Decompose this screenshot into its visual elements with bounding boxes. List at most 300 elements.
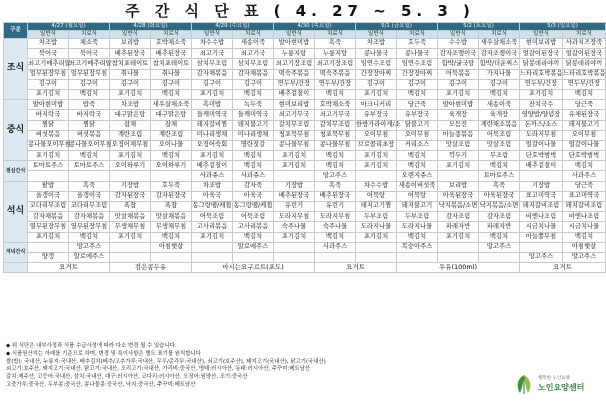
menu-cell: 포기김치 bbox=[110, 232, 151, 242]
menu-cell: 백김치 bbox=[397, 232, 438, 242]
menu-cell: 흑죽 bbox=[315, 181, 356, 191]
menu-cell: 백김치 bbox=[479, 161, 520, 171]
menu-cell: 찜닭 bbox=[28, 120, 69, 130]
menu-cell bbox=[520, 242, 563, 252]
menu-cell bbox=[28, 171, 69, 181]
menu-cell: 열무된장무침 bbox=[28, 222, 69, 232]
menu-cell: 북어국 bbox=[69, 49, 110, 59]
menu-cell bbox=[28, 242, 69, 252]
type-general: 일반식 bbox=[438, 31, 479, 39]
menu-cell: 오이무침 bbox=[356, 130, 397, 140]
night-snack-cell: 마시는요구르트(포도) bbox=[192, 263, 315, 273]
menu-cell: 어묵조림 bbox=[479, 130, 520, 140]
type-therapy: 치료식 bbox=[563, 31, 606, 39]
menu-cell: 계란조림 bbox=[151, 130, 192, 140]
menu-cell: 발아현미밥 bbox=[438, 100, 479, 110]
menu-cell: 닭봉데리야끼 bbox=[520, 59, 563, 69]
menu-cell: 시금치나물 bbox=[563, 222, 606, 232]
menu-cell: 쇠고기장조림 bbox=[315, 59, 356, 69]
type-therapy: 치료식 bbox=[315, 31, 356, 39]
corner-label: 구분 bbox=[4, 23, 28, 39]
menu-cell: 녹두죽 bbox=[233, 100, 274, 110]
menu-cell: 백김치 bbox=[233, 89, 274, 99]
menu-cell: 어묵볶음 bbox=[438, 69, 479, 79]
menu-cell: 유린기 bbox=[274, 202, 315, 212]
menu-cell: 도라지무침 bbox=[315, 212, 356, 222]
menu-cell: 김구이 bbox=[479, 79, 520, 89]
menu-cell: 백김치 bbox=[315, 89, 356, 99]
menu-cell: 백김치 bbox=[233, 151, 274, 161]
menu-cell: 감자조림 bbox=[438, 212, 479, 222]
menu-cell: 사과치즈장죽 bbox=[563, 39, 606, 49]
menu-cell: 표고미역국 bbox=[563, 191, 606, 201]
menu-cell bbox=[315, 252, 356, 262]
menu-cell: 백김치 bbox=[151, 232, 192, 242]
type-therapy: 치료식 bbox=[69, 31, 110, 39]
menu-cell: 발아현미밥 bbox=[28, 100, 69, 110]
menu-cell: 오징어채무침 bbox=[110, 140, 151, 150]
menu-cell: 미나리생채 bbox=[233, 130, 274, 140]
note-line: 쇠고기:호주산, 돼지고기:국내산, 닭고기:국내산, 오리고기:국내산, 가리비:중국산, 명태:러시아산, 동태:러시아산, 주꾸미:베트남산 bbox=[6, 366, 311, 373]
menu-cell: 쇠고기메추리알 bbox=[69, 59, 110, 69]
menu-cell: 돼지불고기 bbox=[233, 120, 274, 130]
menu-cell bbox=[520, 171, 563, 181]
logo-name: 노인요양센터 bbox=[538, 383, 585, 392]
menu-cell: 새우살채소죽 bbox=[479, 39, 520, 49]
menu-cell: 고사리볶음 bbox=[233, 222, 274, 232]
menu-cell: 돼지고기찜 bbox=[356, 202, 397, 212]
page-title: 주 간 식 단 표 ( 4. 27 ~ 5. 3 ) bbox=[125, 2, 475, 20]
menu-cell bbox=[192, 252, 233, 262]
menu-cell: 콩나물국 bbox=[397, 49, 438, 59]
menu-cell: 오렌지쥬스 bbox=[397, 171, 438, 181]
menu-cell: 망고주스 bbox=[479, 242, 520, 252]
menu-cell: 백김치 bbox=[151, 151, 192, 161]
menu-cell: 돼지갈비조림 bbox=[520, 202, 563, 212]
menu-cell: 쇠고기무국 bbox=[315, 110, 356, 120]
menu-cell: 당근죽 bbox=[397, 100, 438, 110]
menu-cell: 대구맑은탕 bbox=[110, 110, 151, 120]
menu-cell: 도라지나물 bbox=[397, 222, 438, 232]
menu-cell: 흑미밥 bbox=[192, 100, 233, 110]
menu-cell: 돼지불고기 bbox=[397, 202, 438, 212]
menu-cell: 포기김치 bbox=[356, 161, 397, 171]
weekly-menu-table bbox=[3, 22, 606, 273]
menu-cell: 코다리무조림 bbox=[69, 202, 110, 212]
menu-cell: 포기김치 bbox=[274, 151, 315, 161]
menu-cell: 포기김치 bbox=[28, 151, 69, 161]
menu-cell: 쇠고기무국 bbox=[274, 110, 315, 120]
menu-cell: 갈치무조림 bbox=[315, 120, 356, 130]
section-lunch_snack: 점심간식 bbox=[4, 161, 28, 181]
menu-cell: 함박/더운찌스 bbox=[479, 59, 520, 69]
menu-cell: 느타리호박볶음 bbox=[520, 69, 563, 79]
menu-cell: 토마토주스 bbox=[28, 161, 69, 171]
menu-cell: 삼치무조림 bbox=[192, 59, 233, 69]
note-line: ◆ 식품원산지는 아래를 기준으로 하며, 변경 및 특이사항은 별도 표기를 원칙합니다 bbox=[6, 350, 201, 357]
leaf-icon bbox=[514, 373, 534, 395]
section-night-snack bbox=[4, 263, 28, 273]
menu-cell: 호박채소죽 bbox=[315, 100, 356, 110]
menu-cell: 어묵조림 bbox=[192, 212, 233, 222]
menu-cell: 기장밥 bbox=[520, 181, 563, 191]
menu-cell: 낙지볶음/소면 bbox=[479, 202, 520, 212]
menu-cell: 쇠고기메추리알 bbox=[28, 59, 69, 69]
type-general: 일반식 bbox=[110, 31, 151, 39]
menu-cell: 파래자반 bbox=[438, 222, 479, 232]
menu-cell: 무생채무침 bbox=[110, 222, 151, 232]
menu-cell: 오징어숙회 bbox=[192, 140, 233, 150]
day-header: 5/3 (일요일) bbox=[520, 23, 606, 31]
type-general: 일반식 bbox=[192, 31, 233, 39]
night-snack-cell: 요거트 bbox=[520, 263, 606, 273]
menu-cell: 찜닭 bbox=[69, 120, 110, 130]
menu-cell: 망고주스 bbox=[69, 242, 110, 252]
menu-cell: 브로콜리초장 bbox=[356, 140, 397, 150]
menu-cell: 단호박범벅 bbox=[563, 151, 606, 161]
menu-cell: 오이하루기 bbox=[110, 161, 151, 171]
menu-cell: 김구이 bbox=[397, 79, 438, 89]
menu-cell: 갈치무조림 bbox=[274, 120, 315, 130]
menu-cell: 동그랑땡/케첩 bbox=[192, 202, 233, 212]
menu-cell: 올갱이국 bbox=[28, 191, 69, 201]
menu-cell bbox=[356, 171, 397, 181]
menu-cell: 기장밥 bbox=[274, 181, 315, 191]
logo-subtitle: 행복한 노인요양 bbox=[538, 376, 570, 381]
menu-cell: 쇠고기국 bbox=[233, 49, 274, 59]
menu-cell: 육개장 bbox=[438, 110, 479, 120]
menu-cell: 아욱된장국 bbox=[479, 191, 520, 201]
menu-cell: 영양밥/양념장 bbox=[520, 110, 563, 120]
menu-cell: 김구이 bbox=[151, 79, 192, 89]
note-line: 고춧가루:중국산, 두부콩:중국산, 콩나물콩:중국산, 낙지:중국산, 쭈꾸미:베트남산 bbox=[6, 381, 196, 388]
menu-cell: 감자조랭이국 bbox=[479, 49, 520, 59]
menu-cell: 숙주나물 bbox=[274, 222, 315, 232]
menu-cell: 닭봉데리야끼 bbox=[563, 59, 606, 69]
menu-cell: 콩나물오이무침 bbox=[28, 140, 69, 150]
note-line: 갈치:제주산, 고등어:국내산, 삼치:국내산, 대구:러시아산, 코다리:러시아산, 오징어:원양산, 조기:중국산 bbox=[6, 374, 248, 381]
menu-cell: 참치포테이토 bbox=[110, 59, 151, 69]
menu-cell: 고사리볶음 bbox=[192, 222, 233, 232]
menu-cell: 마늘종볶음 bbox=[438, 130, 479, 140]
type-therapy: 치료식 bbox=[151, 31, 192, 39]
menu-cell: 떡숙주볶음 bbox=[315, 69, 356, 79]
menu-cell: 백김치 bbox=[563, 89, 606, 99]
menu-cell: 콩나물무침 bbox=[315, 140, 356, 150]
menu-cell: 낙지볶음/소면 bbox=[438, 202, 479, 212]
menu-cell: 흑죽 bbox=[479, 181, 520, 191]
menu-cell bbox=[233, 252, 274, 262]
note-line: 쌀(밥): 국내산, 누룽지:국내산, 배추김치(배추/고추가루:국내산, 무우/총각무:국내산), 쇠고기(호주산), 돼지고기(국내산), 닭고기(국내산) bbox=[6, 358, 326, 365]
menu-cell: 포기김치 bbox=[356, 89, 397, 99]
menu-cell: 돼지갈비조림 bbox=[563, 202, 606, 212]
day-header: 4/27 (월요일) bbox=[28, 23, 110, 31]
menu-cell: 포기김치 bbox=[110, 151, 151, 161]
menu-cell: 두부조림 bbox=[397, 212, 438, 222]
menu-cell: 감자조랭이국 bbox=[438, 49, 479, 59]
type-general: 일반식 bbox=[520, 31, 563, 39]
menu-cell: 바지락국 bbox=[69, 110, 110, 120]
menu-cell bbox=[479, 252, 520, 262]
menu-cell: 감자조림 bbox=[479, 212, 520, 222]
menu-cell: 백김치 bbox=[69, 151, 110, 161]
menu-cell: 함박/굴국탕 bbox=[438, 59, 479, 69]
menu-cell: 도라지무침 bbox=[520, 130, 563, 140]
menu-cell: 콩나물무침 bbox=[274, 140, 315, 150]
menu-cell: 수수밥 bbox=[438, 39, 479, 49]
day-header: 5/1 (금요일) bbox=[356, 23, 438, 31]
menu-cell: 파래자반 bbox=[479, 222, 520, 232]
menu-cell: 토마토주스 bbox=[69, 161, 110, 171]
menu-cell: 시금치나물 bbox=[520, 222, 563, 232]
menu-cell: 차수수밥 bbox=[192, 39, 233, 49]
menu-cell: 발아현미밥 bbox=[274, 39, 315, 49]
menu-cell: 연두부/간장 bbox=[315, 79, 356, 89]
menu-cell: 차조밥 bbox=[356, 39, 397, 49]
menu-cell: 흑죽 bbox=[69, 181, 110, 191]
menu-cell: 망고주스 bbox=[563, 252, 606, 262]
menu-cell: 얼갈이된장국 bbox=[563, 49, 606, 59]
menu-cell bbox=[274, 171, 315, 181]
menu-cell bbox=[110, 171, 151, 181]
menu-cell: 얼무된장무침 bbox=[69, 69, 110, 79]
menu-cell: 포기김치 bbox=[192, 232, 233, 242]
menu-cell: 포기김치 bbox=[274, 161, 315, 171]
menu-cell: 감자채볶음 bbox=[28, 212, 69, 222]
menu-cell: 맛살조림 bbox=[479, 140, 520, 150]
menu-cell: 채소죽 bbox=[69, 39, 110, 49]
menu-cell: 배추된장국 bbox=[110, 49, 151, 59]
menu-cell: 계란채소볶음 bbox=[479, 120, 520, 130]
menu-cell: 동그랑땡/케첩 bbox=[233, 202, 274, 212]
type-general: 일반식 bbox=[274, 31, 315, 39]
menu-cell: 표고미역국 bbox=[520, 191, 563, 201]
menu-cell bbox=[69, 171, 110, 181]
menu-cell bbox=[192, 242, 233, 252]
menu-cell: 배추된장국 bbox=[315, 191, 356, 201]
menu-cell bbox=[110, 252, 151, 262]
menu-cell: 김구이 bbox=[356, 79, 397, 89]
menu-cell: 감자채볶음 bbox=[69, 212, 110, 222]
menu-cell: 차조밥 bbox=[110, 100, 151, 110]
menu-cell: 얼무된장무침 bbox=[28, 69, 69, 79]
menu-cell: 백김치 bbox=[69, 232, 110, 242]
menu-cell bbox=[397, 252, 438, 262]
menu-cell: 오이무침 bbox=[397, 130, 438, 140]
menu-cell: 호두죽 bbox=[397, 39, 438, 49]
menu-cell: 백김치 bbox=[315, 151, 356, 161]
menu-cell: 무생채무침 bbox=[151, 222, 192, 232]
menu-cell: 쇠고기장조림 bbox=[274, 59, 315, 69]
menu-cell: 도라지무침 bbox=[274, 212, 315, 222]
menu-cell: 취나물 bbox=[151, 69, 192, 79]
menu-cell: 기장밥 bbox=[110, 181, 151, 191]
menu-cell: 차수수밥 bbox=[356, 181, 397, 191]
menu-cell: 연두부/간장 bbox=[274, 79, 315, 89]
menu-cell: 사과쥬스 bbox=[233, 171, 274, 181]
menu-cell: 복숭아주스 bbox=[397, 242, 438, 252]
menu-cell: 호두죽 bbox=[151, 181, 192, 191]
menu-cell: 포기김치 bbox=[520, 89, 563, 99]
menu-cell: 돼지갈비찜 bbox=[192, 120, 233, 130]
menu-cell: 버섯볶음 bbox=[69, 130, 110, 140]
section-lunch: 중식 bbox=[4, 100, 28, 161]
menu-cell: 아침햇살 bbox=[563, 242, 606, 252]
menu-cell: 간장장아찌 bbox=[356, 69, 397, 79]
menu-cell: 감자죽 bbox=[233, 181, 274, 191]
menu-cell: 두부조림 bbox=[356, 212, 397, 222]
menu-cell: 포기김치 bbox=[28, 232, 69, 242]
menu-cell bbox=[438, 171, 479, 181]
menu-cell: 보리밥 bbox=[110, 39, 151, 49]
menu-cell: 임연수조림 bbox=[356, 59, 397, 69]
menu-cell: 버섯볶음 bbox=[28, 130, 69, 140]
menu-cell: 북어국 bbox=[28, 49, 69, 59]
menu-cell bbox=[438, 242, 479, 252]
menu-cell: 백김치 bbox=[397, 151, 438, 161]
menu-cell: 어묵탕 bbox=[397, 191, 438, 201]
menu-cell: 연두부/간장 bbox=[520, 79, 563, 89]
menu-cell: 얼갈이나물 bbox=[563, 140, 606, 150]
day-header: 4/30 (목요일) bbox=[274, 23, 356, 31]
menu-cell: 사과주스 bbox=[563, 171, 606, 181]
menu-cell: 김구이 bbox=[69, 79, 110, 89]
menu-cell: 김구이 bbox=[110, 79, 151, 89]
day-header: 4/29 (수요일) bbox=[192, 23, 274, 31]
menu-cell: 무조림 bbox=[479, 151, 520, 161]
menu-cell: 현미보리밥 bbox=[520, 39, 563, 49]
menu-cell: 배추겉절이 bbox=[274, 89, 315, 99]
menu-cell: 사과주스 bbox=[315, 242, 356, 252]
menu-cell bbox=[151, 171, 192, 181]
menu-cell: 백김치 bbox=[479, 232, 520, 242]
menu-cell: 새송이죽 bbox=[233, 39, 274, 49]
menu-cell: 청포묵무침 bbox=[315, 130, 356, 140]
menu-cell: 백김치 bbox=[563, 161, 606, 171]
menu-cell: 양갱 bbox=[28, 252, 69, 262]
menu-cell: 비엔나조림 bbox=[520, 212, 563, 222]
menu-cell: 들깨미역국 bbox=[233, 110, 274, 120]
menu-cell: 오이하루기 bbox=[151, 161, 192, 171]
menu-cell: 느타리호박볶음 bbox=[563, 69, 606, 79]
menu-cell: 오이무침 bbox=[563, 130, 606, 140]
menu-cell: 마늘쫑무침 bbox=[520, 232, 563, 242]
menu-cell: 백김치 bbox=[233, 232, 274, 242]
menu-cell: 참치포테이토 bbox=[151, 59, 192, 69]
menu-cell: 백김치 bbox=[397, 89, 438, 99]
menu-cell: 포기김치 bbox=[438, 161, 479, 171]
menu-cell: 명란젓갈 bbox=[233, 140, 274, 150]
menu-cell: 임연수조림 bbox=[397, 59, 438, 69]
menu-cell: 바지락국 bbox=[28, 110, 69, 120]
menu-cell: 현미보리밥 bbox=[274, 100, 315, 110]
menu-cell: 콩나물오이무침 bbox=[69, 140, 110, 150]
menu-cell: 차조밥 bbox=[192, 181, 233, 191]
menu-cell: 어묵조림 bbox=[233, 212, 274, 222]
menu-cell: 포기김치 bbox=[274, 232, 315, 242]
menu-cell: 백김치 bbox=[563, 232, 606, 242]
menu-cell: 포기김치 bbox=[356, 232, 397, 242]
menu-cell: 흑죽 bbox=[315, 39, 356, 49]
menu-cell: 커리소스 bbox=[397, 140, 438, 150]
menu-cell: 아욱국 bbox=[192, 191, 233, 201]
menu-cell: 포기김치 bbox=[192, 89, 233, 99]
type-therapy: 치료식 bbox=[479, 31, 520, 39]
menu-cell: 당근죽 bbox=[563, 100, 606, 110]
menu-cell: 가지나물 bbox=[479, 69, 520, 79]
menu-cell: 보리밥 bbox=[438, 181, 479, 191]
menu-cell: 누룽지탕 bbox=[274, 49, 315, 59]
menu-cell: 얼갈이나물 bbox=[520, 140, 563, 150]
menu-cell: 닭불고기 bbox=[397, 120, 438, 130]
menu-cell: 마크니커리 bbox=[356, 100, 397, 110]
type-therapy: 치료식 bbox=[397, 31, 438, 39]
menu-cell: 김구이 bbox=[233, 79, 274, 89]
menu-cell: 돼지불고기 bbox=[563, 120, 606, 130]
menu-cell: 대구맑은탕 bbox=[151, 110, 192, 120]
menu-cell: 포기김치 bbox=[438, 89, 479, 99]
menu-cell: 유부장국 bbox=[356, 110, 397, 120]
menu-cell: 감자된장국 bbox=[151, 191, 192, 201]
menu-cell: 얼갈이된장국 bbox=[520, 49, 563, 59]
menu-cell: 간장장아찌 bbox=[397, 69, 438, 79]
menu-cell: 망고주스 bbox=[520, 252, 563, 262]
notes bbox=[6, 343, 486, 390]
menu-cell: 콩나물국 bbox=[356, 49, 397, 59]
menu-cell: 호박채소죽 bbox=[151, 39, 192, 49]
menu-cell: 삼치무조림 bbox=[233, 59, 274, 69]
menu-cell: 차조밥 bbox=[28, 39, 69, 49]
menu-cell: 청포묵무침 bbox=[274, 130, 315, 140]
menu-cell: 토마토주스 bbox=[479, 171, 520, 181]
menu-cell bbox=[438, 252, 479, 262]
center-logo bbox=[514, 372, 596, 398]
menu-cell: 폭찹 bbox=[110, 202, 151, 212]
night-snack-cell: 요거트 bbox=[28, 263, 110, 273]
menu-cell: 맛살채볶음 bbox=[151, 212, 192, 222]
menu-cell bbox=[356, 242, 397, 252]
menu-cell bbox=[356, 252, 397, 262]
menu-cell: 새우살채소죽 bbox=[151, 100, 192, 110]
menu-cell: 코다리무조림 bbox=[28, 202, 69, 212]
menu-cell: 폭찹 bbox=[151, 202, 192, 212]
menu-cell: 백김치 bbox=[315, 232, 356, 242]
menu-cell: 백김치 bbox=[233, 161, 274, 171]
menu-cell: 포기김치 bbox=[356, 151, 397, 161]
section-dinner: 석식 bbox=[4, 181, 28, 242]
menu-cell: 열무된장무침 bbox=[69, 222, 110, 232]
menu-cell: 연두부/간장 bbox=[563, 79, 606, 89]
menu-cell: 알로에주스 bbox=[233, 242, 274, 252]
menu-cell: 잔치국수 bbox=[520, 100, 563, 110]
menu-cell: 깍두기 bbox=[438, 151, 479, 161]
menu-cell: 한방가라아게/소 bbox=[356, 120, 397, 130]
type-general: 일반식 bbox=[356, 31, 397, 39]
menu-cell: 비엔나조림 bbox=[563, 212, 606, 222]
menu-cell: 백김치 bbox=[397, 161, 438, 171]
menu-cell: 모듬전 bbox=[438, 120, 479, 130]
menu-cell: 잡채 bbox=[110, 120, 151, 130]
menu-cell: 백김치 bbox=[151, 89, 192, 99]
menu-cell: 배추된장국 bbox=[151, 49, 192, 59]
note-line: ◆ 위 식단은 내부사정과 식품 수급사정에 따라 다소 변경 될 수 있습니다. bbox=[6, 343, 177, 349]
menu-cell: 맛살조림 bbox=[438, 140, 479, 150]
menu-cell: 백김치 bbox=[69, 89, 110, 99]
menu-cell bbox=[274, 242, 315, 252]
night-snack-cell: 우유(100ml) bbox=[397, 263, 520, 273]
menu-cell: 백김치 bbox=[479, 89, 520, 99]
menu-cell: 어묵탕 bbox=[356, 191, 397, 201]
